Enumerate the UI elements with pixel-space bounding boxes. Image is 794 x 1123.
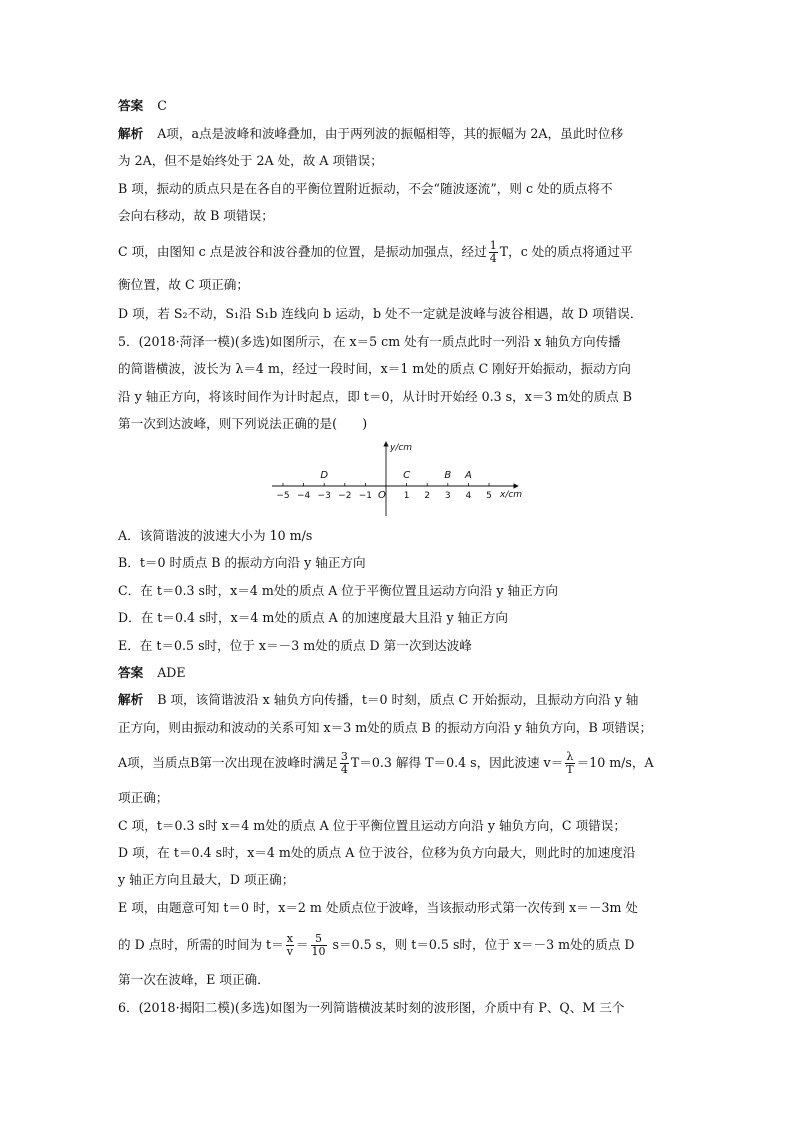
analysis-2-line-5: C 项，t＝0.3 s时 x＝4 m处的质点 A 位于平衡位置且运动方向沿 y 轴负方向，C 项错误； [118, 818, 626, 833]
analysis-2-line-7: y 轴正方向且最大，D 项正确； [118, 872, 295, 887]
fraction-denominator: 4 [340, 763, 348, 776]
fraction-denominator: 10 [311, 945, 326, 958]
analysis-2-line-1 [118, 692, 638, 708]
tick-label: 4 [465, 491, 472, 501]
analysis-2-line-8: E 项，由题意可知 t＝0 时，x＝2 m 处质点位于波峰，当该振动形式第一次传到 x＝－3m 处 [118, 900, 638, 915]
x-axis-label: x/cm [500, 490, 523, 500]
tick-label: −2 [338, 491, 352, 501]
analysis-2-line-2: 正方向，则由振动和波动的关系可知 x＝3 m处的质点 B 的振动方向沿 y 轴负方向，B 项错误； [118, 720, 653, 735]
answer-label: 答案 [118, 665, 144, 680]
analysis-text: T，c 处的质点将通过平 [499, 244, 633, 259]
analysis-1-line-6: 衡位置，故 C 项正确； [118, 277, 249, 292]
fraction-numerator: 1 [489, 239, 497, 252]
tick-label: −4 [296, 491, 311, 501]
question-6-line-1: 6．(2018·揭阳二模)(多选)如图为一列简谐横波某时刻的波形图，介质中有 P、Q、M 三个 [118, 1000, 625, 1015]
tick-label: 5 [486, 491, 492, 501]
fraction [286, 933, 294, 958]
question-5-line-1: 5．(2018·菏泽一模)(多选)如图所示，在 x＝5 cm 处有一质点此时一列沿 x 轴负方向传播 [118, 334, 621, 349]
analysis-1-line-1 [118, 126, 623, 142]
answer-value: ADE [157, 665, 186, 680]
point-label-c: C [403, 470, 411, 481]
tick-label: 3 [444, 491, 451, 501]
tick-label: −1 [358, 491, 373, 501]
analysis-text: s＝0.5 s，则 t＝0.5 s时，位于 x＝－3 m处的质点 D [328, 937, 635, 952]
option-a: A．该简谐波的波速大小为 10 m/s [118, 528, 313, 543]
analysis-text: ＝10 m/s，A [576, 755, 654, 770]
analysis-2-line-10: 第一次在波峰，E 项正确． [118, 972, 270, 987]
fraction [340, 751, 349, 776]
analysis-1-line-7: D 项，若 S₂不动，S₁沿 S₁b 连线向 b 运动，b 处不一定就是波峰与波谷相遇，故 D 项错误． [118, 306, 643, 321]
analysis-label: 解析 [118, 126, 144, 141]
fraction-denominator: T [566, 763, 574, 776]
fraction-numerator: x [286, 932, 293, 945]
analysis-text: B 项，该简谐波沿 x 轴负方向传播，t＝0 时刻，质点 C 开始振动，且振动方向沿 y 轴 [157, 692, 639, 707]
point-label-d: D [320, 470, 329, 481]
analysis-label: 解析 [118, 692, 144, 707]
analysis-text: ＝ [295, 937, 309, 952]
tick-label: −3 [317, 491, 331, 501]
analysis-2-line-9 [118, 932, 635, 958]
analysis-text: A项，a点是波峰和波峰叠加，由于两列波的振幅相等，其的振幅为 2A，虽此时位移 [157, 126, 624, 141]
analysis-1-line-5 [118, 240, 633, 265]
analysis-2-line-3 [118, 750, 654, 776]
fraction-denominator: 4 [489, 252, 497, 265]
option-b: B．t＝0 时质点 B 的振动方向沿 y 轴正方向 [118, 555, 366, 570]
fraction-numerator: λ [566, 750, 574, 763]
analysis-1-line-3: B 项，振动的质点只是在各自的平衡位置附近振动，不会“随波逐流”，则 c 处的质点将不 [118, 181, 613, 196]
origin-label: O [378, 490, 386, 501]
question-5-line-3: 沿 y 轴正方向，将该时间作为计时起点，即 t＝0，从计时开始经 0.3 s，x＝3 m处的质点 B [118, 389, 633, 404]
fraction [311, 933, 327, 958]
analysis-2-line-6: D 项，在 t＝0.4 s时，x＝4 m处的质点 A 位于波谷，位移为负方向最大，则此时的加速度沿 [118, 845, 636, 860]
answer-line-1 [118, 98, 167, 114]
answer-value: C [157, 98, 167, 113]
tick-label: 2 [424, 491, 431, 501]
fraction-numerator: 3 [340, 750, 348, 763]
analysis-text: A项，当质点B第一次出现在波峰时满足 [118, 755, 338, 770]
option-e: E．在 t＝0.5 s时，位于 x＝－3 m处的质点 D 第一次到达波峰 [118, 638, 472, 653]
fraction-denominator: v [286, 945, 293, 958]
point-label-b: B [444, 470, 452, 481]
analysis-1-line-2: 为 2A，但不是始终处于 2A 处，故 A 项错误； [118, 153, 383, 168]
tick-label: −5 [276, 491, 290, 501]
analysis-text: C 项，由图知 c 点是波谷和波谷叠加的位置，是振动加强点，经过 [118, 244, 487, 259]
point-label-group [320, 470, 472, 481]
wave-axis-figure [268, 436, 528, 518]
answer-label: 答案 [118, 98, 144, 113]
fraction [565, 751, 574, 776]
fraction-numerator: 5 [311, 933, 327, 946]
answer-line-2 [118, 665, 186, 681]
tick-label: 1 [403, 491, 410, 501]
option-c: C．在 t＝0.3 s时，x＝4 m处的质点 A 位于平衡位置且运动方向沿 y 轴正方向 [118, 583, 558, 598]
analysis-text: 的 D 点时，所需的时间为 t＝ [118, 937, 284, 952]
analysis-1-line-4: 会向右移动，故 B 项错误； [118, 208, 274, 223]
question-5-line-2: 的简谐横波，波长为 λ＝4 m，经过一段时间，x＝1 m处的质点 C 刚好开始振动，振动方向 [118, 361, 631, 376]
option-d: D．在 t＝0.4 s时，x＝4 m处的质点 A 的加速度最大且沿 y 轴正方向 [118, 610, 509, 625]
analysis-text: T＝0.3 解得 T＝0.4 s，因此波速 v＝ [350, 755, 564, 770]
fraction [489, 240, 498, 265]
y-axis-label: y/cm [390, 443, 413, 453]
point-label-a: A [464, 470, 472, 481]
question-5-line-4: 第一次到达波峰，则下列说法正确的是( ) [118, 416, 368, 431]
analysis-2-line-4: 项正确； [118, 790, 169, 805]
